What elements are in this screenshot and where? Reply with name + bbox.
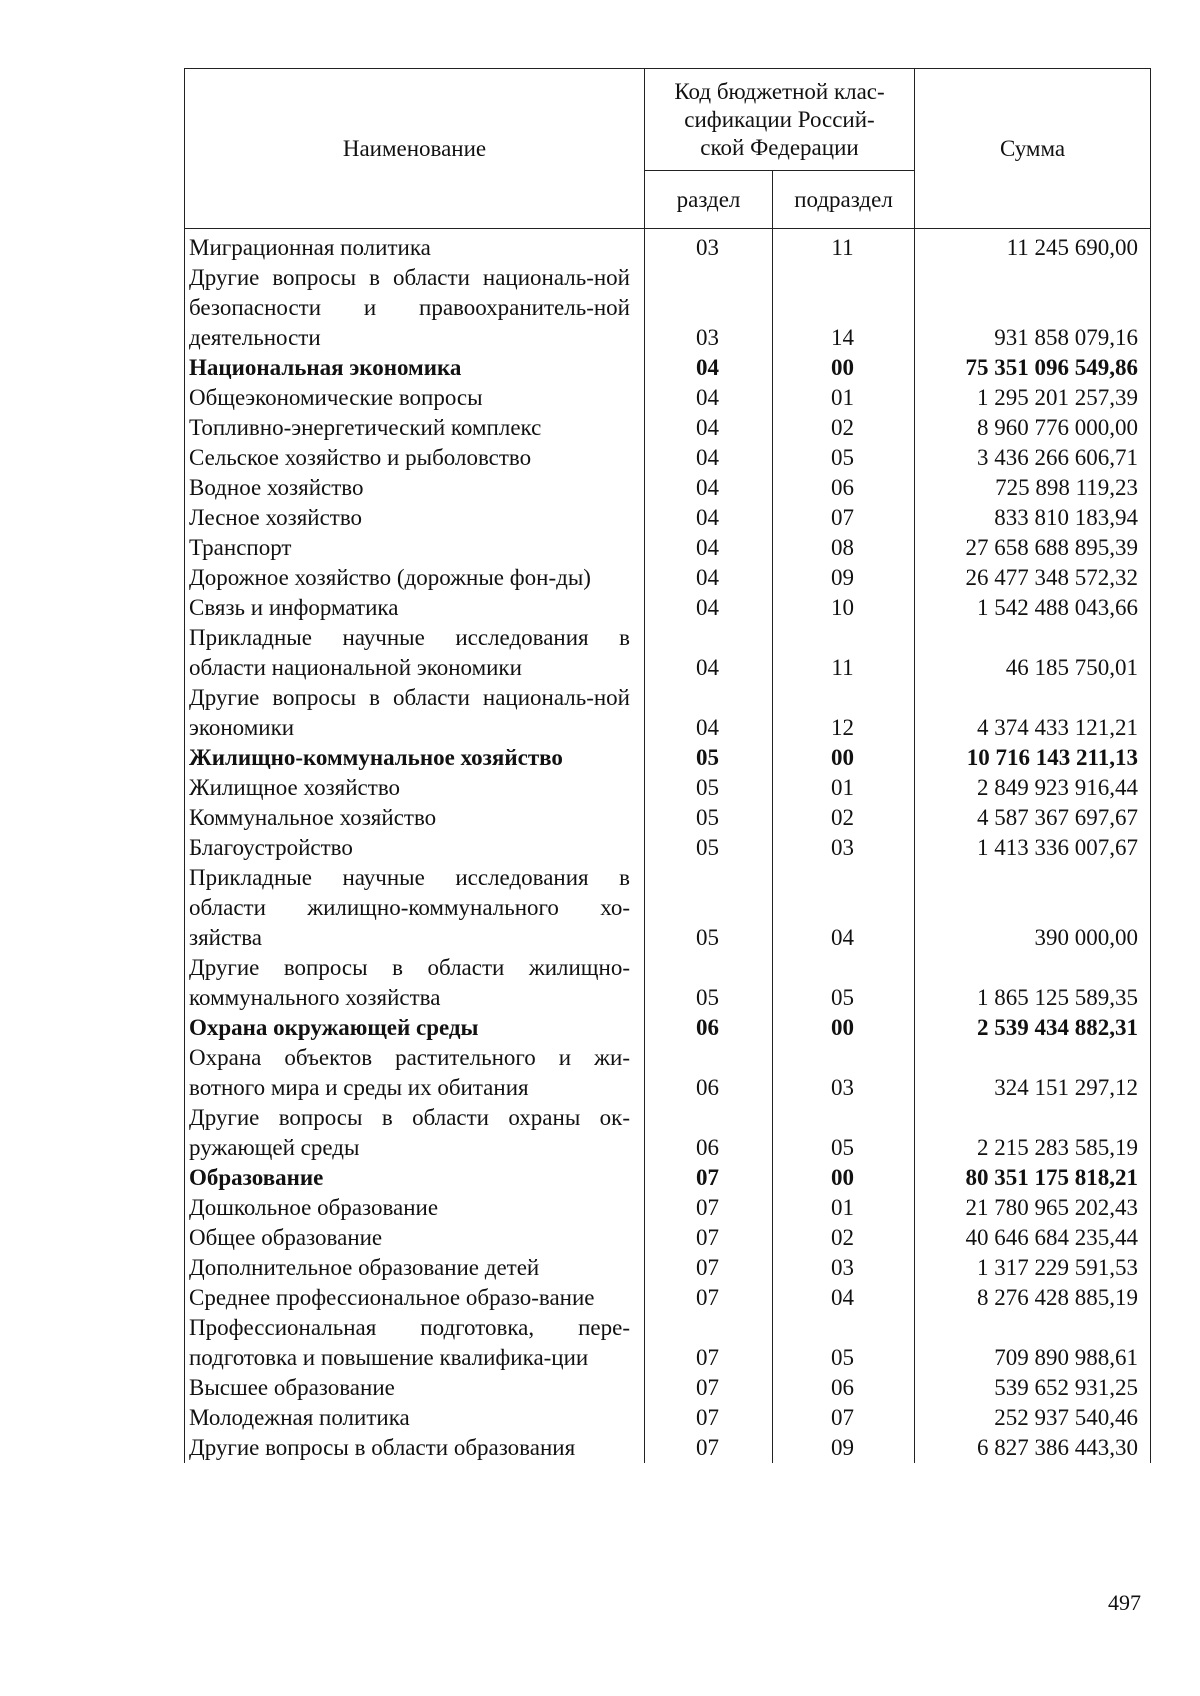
row-name: Топливно-энергетический комплекс [185, 413, 645, 443]
table-row [185, 623, 1151, 683]
row-name: Миграционная политика [185, 229, 645, 264]
row-name: Прикладные научные исследования в области жилищно-коммунального хо-зяйства [185, 863, 645, 953]
header-code [645, 69, 915, 171]
row-sum: 2 849 923 916,44 [915, 773, 1151, 803]
table-row [185, 1043, 1151, 1103]
table-row [185, 1433, 1151, 1463]
row-sum: 6 827 386 443,30 [915, 1433, 1151, 1463]
row-subsection: 02 [773, 413, 915, 443]
row-name: Дошкольное образование [185, 1193, 645, 1223]
row-subsection: 05 [773, 443, 915, 473]
row-name: Транспорт [185, 533, 645, 563]
row-section: 07 [645, 1283, 773, 1313]
row-sum: 2 215 283 585,19 [915, 1103, 1151, 1163]
row-sum: 252 937 540,46 [915, 1403, 1151, 1433]
row-sum: 46 185 750,01 [915, 623, 1151, 683]
row-sum: 1 542 488 043,66 [915, 593, 1151, 623]
row-name: Благоустройство [185, 833, 645, 863]
row-subsection: 09 [773, 563, 915, 593]
row-subsection: 01 [773, 1193, 915, 1223]
row-section: 05 [645, 803, 773, 833]
table-row [185, 229, 1151, 264]
row-name: Общеэкономические вопросы [185, 383, 645, 413]
row-section: 06 [645, 1103, 773, 1163]
row-subsection: 00 [773, 1013, 915, 1043]
row-subsection: 00 [773, 1163, 915, 1193]
row-subsection: 06 [773, 1373, 915, 1403]
table-header [185, 69, 1151, 229]
row-section: 04 [645, 623, 773, 683]
table-row [185, 683, 1151, 743]
row-sum: 833 810 183,94 [915, 503, 1151, 533]
row-name: Молодежная политика [185, 1403, 645, 1433]
row-subsection: 00 [773, 743, 915, 773]
header-sum: Сумма [915, 69, 1151, 229]
row-section: 04 [645, 563, 773, 593]
table-row [185, 263, 1151, 353]
row-name: Жилищное хозяйство [185, 773, 645, 803]
row-subsection: 12 [773, 683, 915, 743]
table-row [185, 863, 1151, 953]
row-name: Жилищно-коммунальное хозяйство [185, 743, 645, 773]
row-sum: 725 898 119,23 [915, 473, 1151, 503]
table-row [185, 503, 1151, 533]
row-sum: 11 245 690,00 [915, 229, 1151, 264]
row-sum: 390 000,00 [915, 863, 1151, 953]
row-subsection: 05 [773, 1313, 915, 1373]
table-row [185, 1253, 1151, 1283]
row-subsection: 05 [773, 953, 915, 1013]
row-section: 04 [645, 593, 773, 623]
row-name: Среднее профессиональное образо-вание [185, 1283, 645, 1313]
row-name: Коммунальное хозяйство [185, 803, 645, 833]
row-subsection: 01 [773, 383, 915, 413]
row-subsection: 09 [773, 1433, 915, 1463]
row-sum: 3 436 266 606,71 [915, 443, 1151, 473]
table-row [185, 1403, 1151, 1433]
row-section: 03 [645, 263, 773, 353]
row-sum: 1 865 125 589,35 [915, 953, 1151, 1013]
row-name: Охрана объектов растительного и жи-вотного мира и среды их обитания [185, 1043, 645, 1103]
row-subsection: 14 [773, 263, 915, 353]
header-subsection: подраздел [773, 171, 915, 229]
table-row [185, 1193, 1151, 1223]
row-section: 05 [645, 863, 773, 953]
row-section: 07 [645, 1223, 773, 1253]
row-sum: 80 351 175 818,21 [915, 1163, 1151, 1193]
row-section: 07 [645, 1163, 773, 1193]
row-name: Другие вопросы в области охраны ок-ружающей среды [185, 1103, 645, 1163]
row-name: Другие вопросы в области образования [185, 1433, 645, 1463]
row-section: 06 [645, 1013, 773, 1043]
table-row [185, 773, 1151, 803]
table-row [185, 413, 1151, 443]
row-name: Образование [185, 1163, 645, 1193]
table-row [185, 1283, 1151, 1313]
row-section: 04 [645, 683, 773, 743]
header-code-line: Код бюджетной клас- [674, 78, 885, 104]
row-subsection: 11 [773, 623, 915, 683]
row-sum: 27 658 688 895,39 [915, 533, 1151, 563]
row-subsection: 03 [773, 1043, 915, 1103]
row-section: 04 [645, 473, 773, 503]
row-subsection: 11 [773, 229, 915, 264]
row-sum: 4 587 367 697,67 [915, 803, 1151, 833]
row-subsection: 04 [773, 1283, 915, 1313]
row-sum: 8 276 428 885,19 [915, 1283, 1151, 1313]
row-name: Профессиональная подготовка, пере-подготовка и повышение квалифика-ции [185, 1313, 645, 1373]
row-section: 03 [645, 229, 773, 264]
row-subsection: 07 [773, 1403, 915, 1433]
row-section: 04 [645, 443, 773, 473]
row-name: Дорожное хозяйство (дорожные фон-ды) [185, 563, 645, 593]
page-number: 497 [1108, 1590, 1141, 1615]
row-sum: 4 374 433 121,21 [915, 683, 1151, 743]
table-row [185, 1313, 1151, 1373]
table-row [185, 353, 1151, 383]
table-row [185, 803, 1151, 833]
table-row [185, 743, 1151, 773]
row-section: 07 [645, 1253, 773, 1283]
table-row [185, 953, 1151, 1013]
row-sum: 931 858 079,16 [915, 263, 1151, 353]
row-sum: 26 477 348 572,32 [915, 563, 1151, 593]
row-name: Охрана окружающей среды [185, 1013, 645, 1043]
header-name: Наименование [185, 69, 645, 229]
row-sum: 539 652 931,25 [915, 1373, 1151, 1403]
table-row [185, 1103, 1151, 1163]
row-section: 04 [645, 413, 773, 443]
table-row [185, 443, 1151, 473]
row-section: 06 [645, 1043, 773, 1103]
row-name: Лесное хозяйство [185, 503, 645, 533]
table-row [185, 383, 1151, 413]
table-row [185, 833, 1151, 863]
row-name: Связь и информатика [185, 593, 645, 623]
row-section: 04 [645, 503, 773, 533]
row-subsection: 10 [773, 593, 915, 623]
header-code-line: сификации Россий- [684, 106, 875, 132]
row-subsection: 04 [773, 863, 915, 953]
row-section: 05 [645, 833, 773, 863]
table-row [185, 1163, 1151, 1193]
row-name: Другие вопросы в области националь-ной экономики [185, 683, 645, 743]
row-section: 04 [645, 533, 773, 563]
row-subsection: 02 [773, 1223, 915, 1253]
row-name: Прикладные научные исследования в области национальной экономики [185, 623, 645, 683]
row-subsection: 03 [773, 833, 915, 863]
row-section: 04 [645, 383, 773, 413]
row-section: 07 [645, 1313, 773, 1373]
row-subsection: 00 [773, 353, 915, 383]
row-section: 05 [645, 743, 773, 773]
row-sum: 324 151 297,12 [915, 1043, 1151, 1103]
row-sum: 10 716 143 211,13 [915, 743, 1151, 773]
row-name: Сельское хозяйство и рыболовство [185, 443, 645, 473]
row-sum: 40 646 684 235,44 [915, 1223, 1151, 1253]
row-subsection: 02 [773, 803, 915, 833]
row-name: Дополнительное образование детей [185, 1253, 645, 1283]
table-row [185, 1223, 1151, 1253]
row-name: Общее образование [185, 1223, 645, 1253]
row-name: Высшее образование [185, 1373, 645, 1403]
table-row [185, 593, 1151, 623]
table-body [185, 229, 1151, 1464]
budget-table [184, 68, 1151, 1463]
row-section: 07 [645, 1193, 773, 1223]
row-subsection: 03 [773, 1253, 915, 1283]
row-sum: 1 413 336 007,67 [915, 833, 1151, 863]
row-sum: 1 317 229 591,53 [915, 1253, 1151, 1283]
row-section: 04 [645, 353, 773, 383]
header-section: раздел [645, 171, 773, 229]
table-row [185, 1013, 1151, 1043]
table-row [185, 1373, 1151, 1403]
table-row [185, 533, 1151, 563]
row-name: Другие вопросы в области жилищно-коммунального хозяйства [185, 953, 645, 1013]
row-sum: 709 890 988,61 [915, 1313, 1151, 1373]
row-name: Национальная экономика [185, 353, 645, 383]
row-section: 07 [645, 1373, 773, 1403]
row-subsection: 01 [773, 773, 915, 803]
table-row [185, 473, 1151, 503]
row-sum: 21 780 965 202,43 [915, 1193, 1151, 1223]
header-code-line: ской Федерации [700, 134, 859, 160]
row-section: 07 [645, 1403, 773, 1433]
row-section: 07 [645, 1433, 773, 1463]
table-row [185, 563, 1151, 593]
row-subsection: 07 [773, 503, 915, 533]
row-sum: 8 960 776 000,00 [915, 413, 1151, 443]
row-sum: 1 295 201 257,39 [915, 383, 1151, 413]
row-subsection: 05 [773, 1103, 915, 1163]
row-sum: 2 539 434 882,31 [915, 1013, 1151, 1043]
row-section: 05 [645, 773, 773, 803]
row-subsection: 08 [773, 533, 915, 563]
row-subsection: 06 [773, 473, 915, 503]
row-name: Другие вопросы в области националь-ной безопасности и правоохранитель-ной деятельности [185, 263, 645, 353]
row-sum: 75 351 096 549,86 [915, 353, 1151, 383]
row-name: Водное хозяйство [185, 473, 645, 503]
row-section: 05 [645, 953, 773, 1013]
